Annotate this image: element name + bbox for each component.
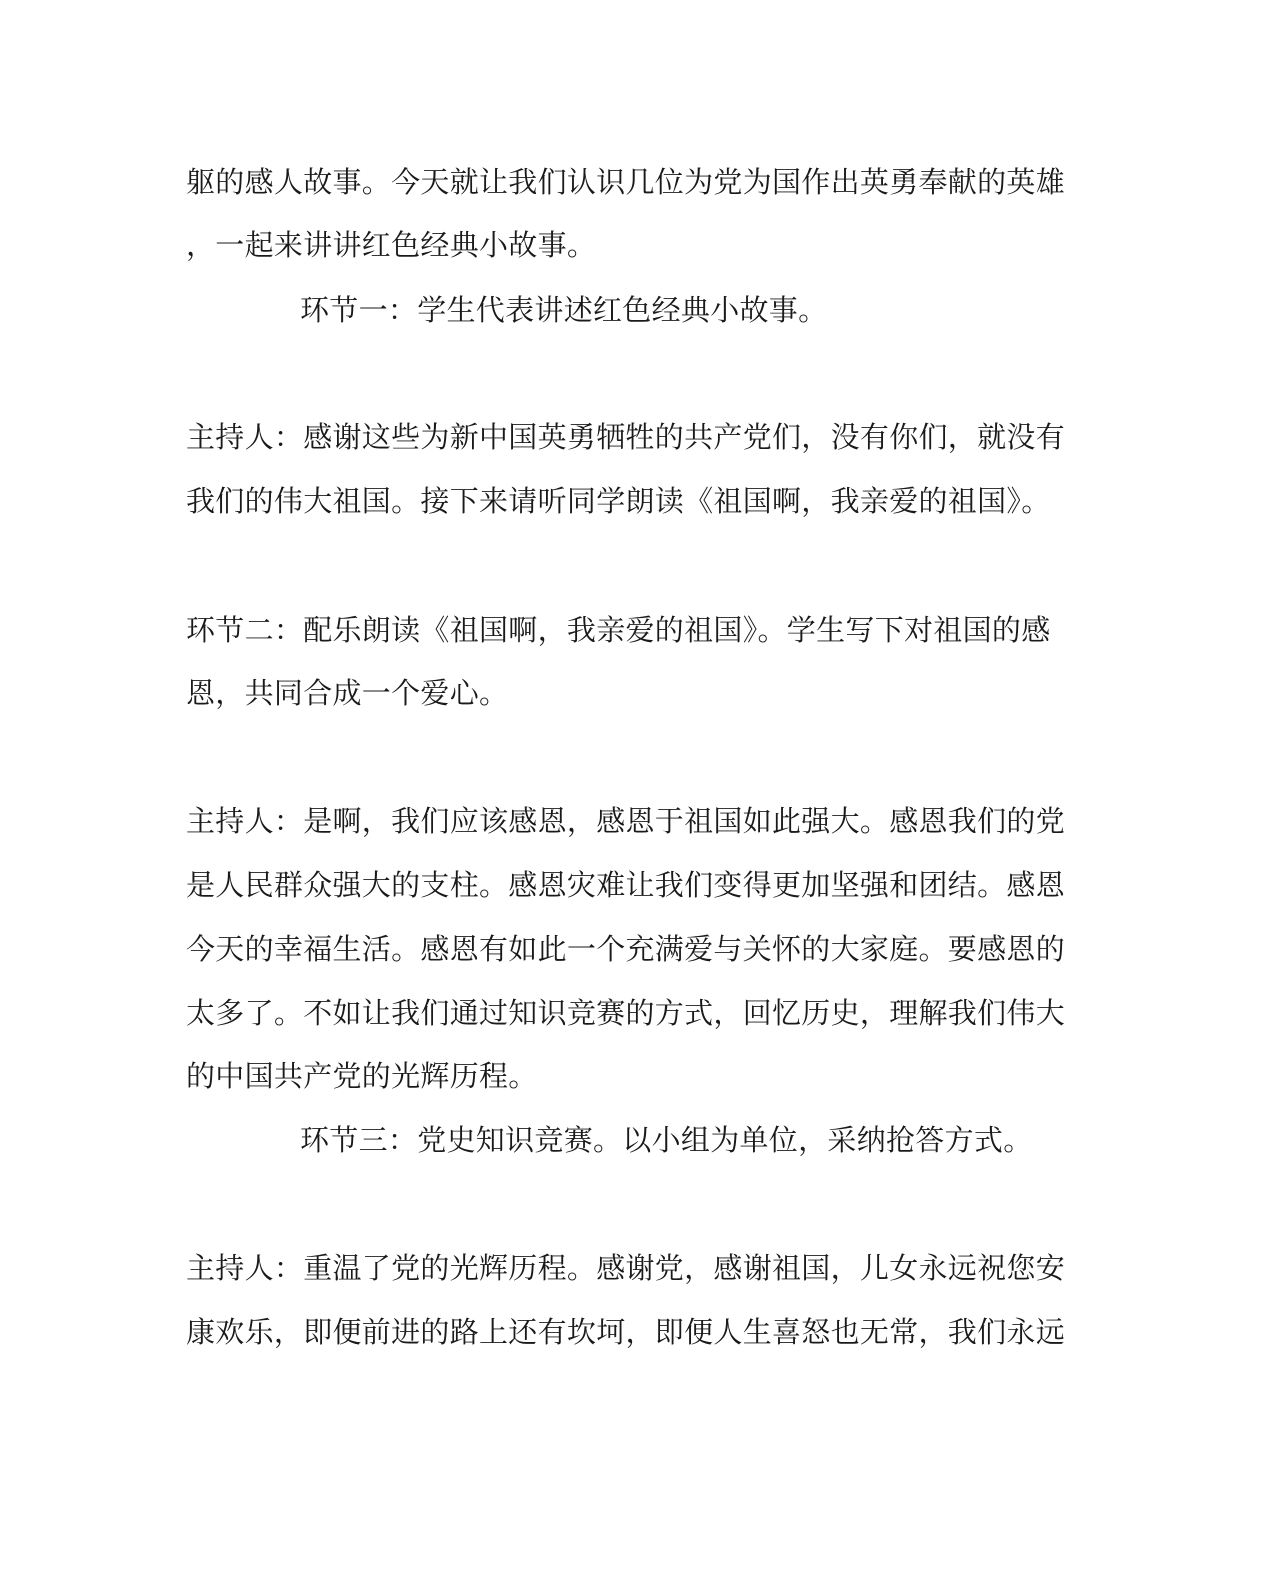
text-line: 主持人：是啊，我们应该感恩，感恩于祖国如此强大。感恩我们的党 (186, 804, 1066, 838)
text-line: 恩，共同合成一个爱心。 (186, 676, 509, 710)
text-line: 康欢乐，即便前进的路上还有坎坷，即便人生喜怒也无常，我们永远 (186, 1315, 1066, 1349)
text-line: ，一起来讲讲红色经典小故事。 (186, 228, 597, 262)
text-line: 我们的伟大祖国。接下来请听同学朗读《祖国啊，我亲爱的祖国》。 (186, 484, 1051, 518)
text-line: 主持人：重温了党的光辉历程。感谢党，感谢祖国，儿女永远祝您安 (186, 1251, 1066, 1285)
text-line: 主持人：感谢这些为新中国英勇牺牲的共产党们，没有你们，就没有 (186, 420, 1066, 454)
text-line: 躯的感人故事。今天就让我们认识几位为党为国作出英勇奉献的英雄 (186, 165, 1066, 199)
text-line: 今天的幸福生活。感恩有如此一个充满爱与关怀的大家庭。要感恩的 (186, 932, 1066, 966)
text-line: 环节二：配乐朗读《祖国啊，我亲爱的祖国》。学生写下对祖国的感 (186, 613, 1051, 647)
section-heading: 环节三：党史知识竞赛。以小组为单位，采纳抢答方式。 (300, 1123, 1033, 1157)
text-line: 是人民群众强大的支柱。感恩灾难让我们变得更加坚强和团结。感恩 (186, 868, 1066, 902)
text-line: 的中国共产党的光辉历程。 (186, 1059, 538, 1093)
text-line: 太多了。不如让我们通过知识竞赛的方式，回忆历史，理解我们伟大 (186, 996, 1066, 1030)
section-heading: 环节一：学生代表讲述红色经典小故事。 (300, 293, 828, 327)
